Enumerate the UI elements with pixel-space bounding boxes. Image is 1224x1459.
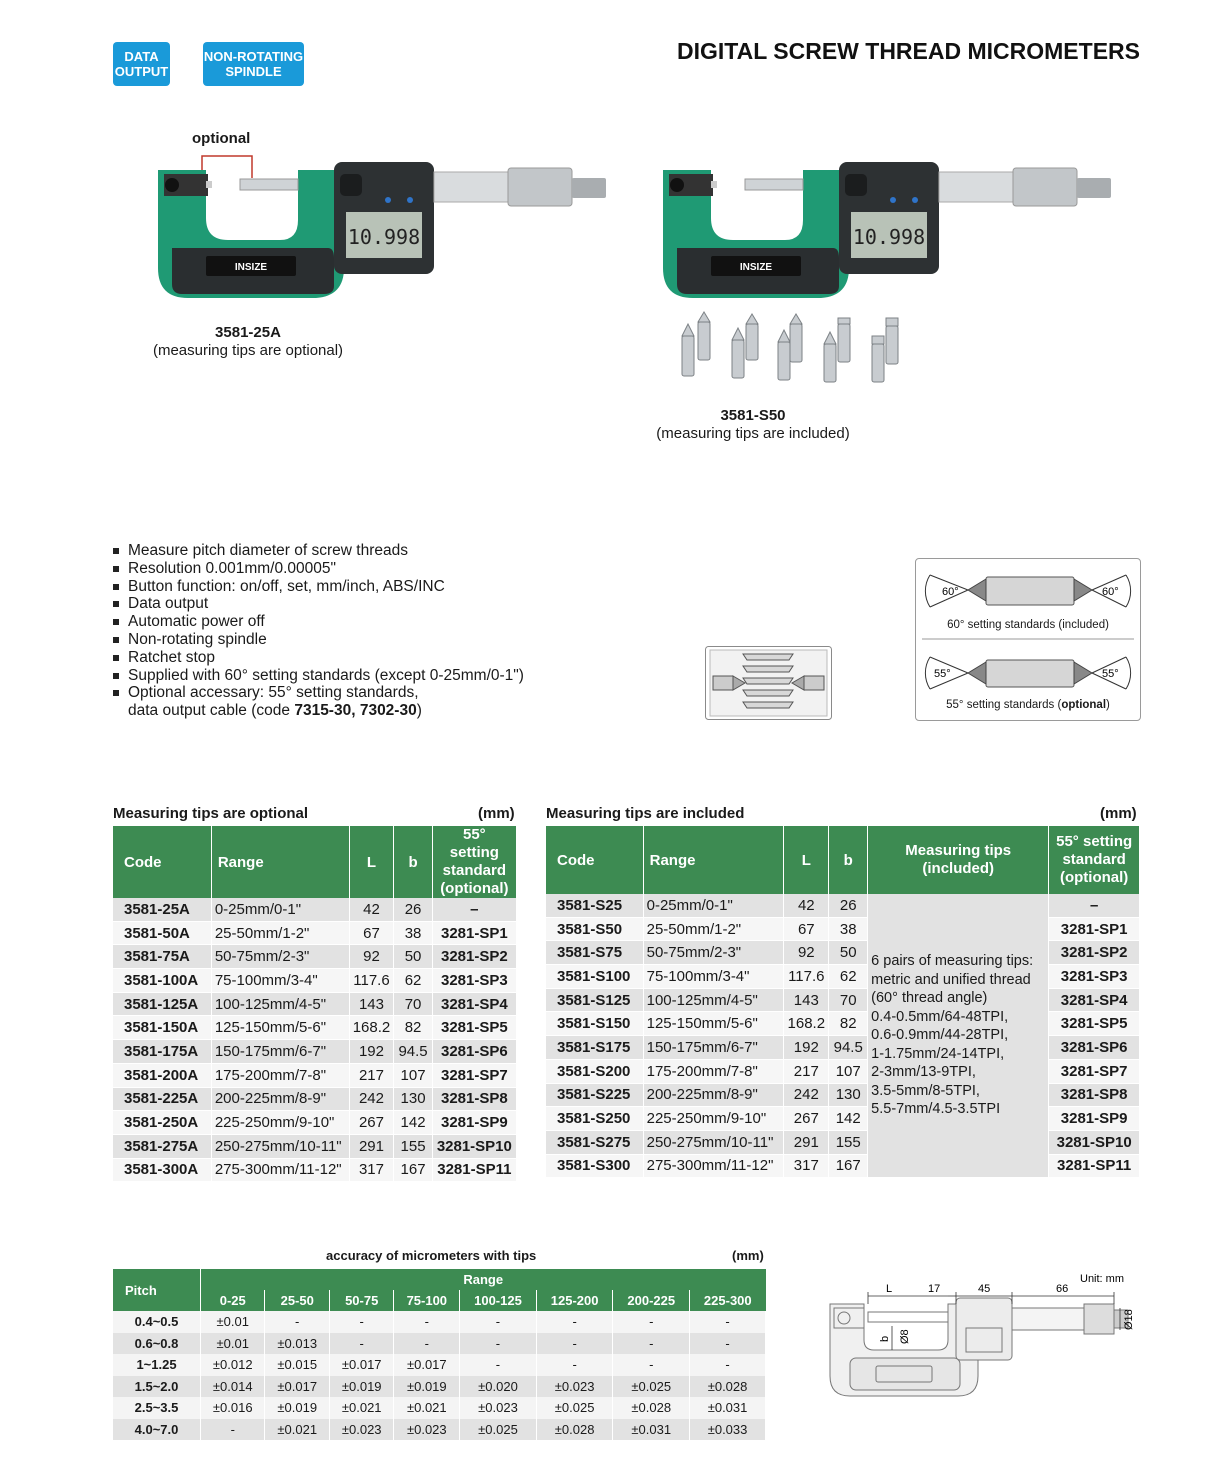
cell-code: 3581-125A <box>113 992 211 1016</box>
lcd-reading-left: 10.998 <box>347 225 421 249</box>
cell-range: 225-250mm/9-10" <box>643 1107 784 1131</box>
cell-accuracy: - <box>265 1311 329 1333</box>
cell-b: 155 <box>394 1134 432 1158</box>
cell-55-standard: 3281-SP5 <box>1049 1012 1139 1036</box>
cell-b: 107 <box>829 1059 868 1083</box>
cell-accuracy: ±0.031 <box>690 1397 766 1419</box>
cell-accuracy: - <box>690 1354 766 1376</box>
feature-item: Button function: on/off, set, mm/inch, ABS/INC <box>112 578 524 596</box>
table-optional-unit: (mm) <box>478 805 515 822</box>
cell-accuracy: ±0.020 <box>460 1376 537 1398</box>
cell-accuracy: ±0.012 <box>201 1354 265 1376</box>
dim-66: 66 <box>1056 1283 1069 1295</box>
table-tips-included <box>546 826 1139 1178</box>
cell-l: 192 <box>784 1036 829 1060</box>
col-code: Code <box>546 826 643 894</box>
cell-accuracy: ±0.031 <box>613 1419 690 1441</box>
tips-line: 3.5-5mm/8-5TPI, <box>871 1082 980 1099</box>
feature-item: Resolution 0.001mm/0.00005" <box>112 560 524 578</box>
table-row <box>113 1333 766 1355</box>
cell-55-standard: 3281-SP6 <box>432 1040 516 1064</box>
col-range-value: 125-200 <box>536 1290 613 1311</box>
cell-l: 217 <box>349 1063 394 1087</box>
feature-item: Ratchet stop <box>112 649 524 667</box>
col-range: Range <box>643 826 784 894</box>
cell-pitch: 2.5~3.5 <box>113 1397 201 1419</box>
cell-l: 143 <box>349 992 394 1016</box>
dimension-drawing <box>820 1268 1140 1404</box>
cell-range: 150-175mm/6-7" <box>211 1040 349 1064</box>
tips-line: 6 pairs of measuring tips: <box>871 953 1034 970</box>
cell-55-standard: 3281-SP3 <box>432 969 516 993</box>
product-caption-right: 3581-S50 (measuring tips are included) <box>656 407 850 442</box>
cell-range: 275-300mm/11-12" <box>643 1154 784 1178</box>
col-l: L <box>784 826 829 894</box>
dim-dia8: Ø8 <box>899 1329 911 1344</box>
cell-l: 168.2 <box>784 1012 829 1036</box>
setting-standards-box <box>915 558 1141 721</box>
cell-55-standard: 3281-SP7 <box>432 1063 516 1087</box>
cell-l: 291 <box>349 1134 394 1158</box>
cell-b: 26 <box>829 894 868 917</box>
table-row <box>113 945 516 969</box>
cell-55-standard: 3281-SP5 <box>432 1016 516 1040</box>
col-code: Code <box>113 826 211 898</box>
micrometer-image-right <box>648 148 1118 308</box>
cell-55-standard: 3281-SP10 <box>1049 1130 1139 1154</box>
cell-range: 0-25mm/0-1" <box>211 898 349 921</box>
cell-l: 267 <box>784 1107 829 1131</box>
cell-b: 107 <box>394 1063 432 1087</box>
cell-l: 92 <box>784 941 829 965</box>
caption-60-standard: 60° setting standards (included) <box>947 619 1109 631</box>
cell-55-standard: 3281-SP8 <box>1049 1083 1139 1107</box>
cell-accuracy: ±0.017 <box>394 1354 460 1376</box>
dim-l: L <box>886 1283 893 1295</box>
cell-code: 3581-S50 <box>546 917 643 941</box>
tips-line: 5.5-7mm/4.5-3.5TPI <box>871 1101 1001 1118</box>
cell-range: 200-225mm/8-9" <box>643 1083 784 1107</box>
cell-code: 3581-S150 <box>546 1012 643 1036</box>
cell-55-standard: 3281-SP3 <box>1049 965 1139 989</box>
cell-code: 3581-275A <box>113 1134 211 1158</box>
product-caption-left: 3581-25A (measuring tips are optional) <box>152 324 344 359</box>
cell-range: 200-225mm/8-9" <box>211 1087 349 1111</box>
cell-code: 3581-S100 <box>546 965 643 989</box>
cell-b: 142 <box>394 1111 432 1135</box>
cell-55-standard: 3281-SP1 <box>432 921 516 945</box>
cell-l: 117.6 <box>784 965 829 989</box>
table-tips-optional <box>113 826 516 1182</box>
cell-l: 242 <box>784 1083 829 1107</box>
feature-list <box>112 542 524 720</box>
cell-55-standard: 3281-SP10 <box>432 1134 516 1158</box>
table-row <box>113 1134 516 1158</box>
cell-55-standard: 3281-SP11 <box>1049 1154 1139 1178</box>
cell-accuracy: ±0.015 <box>265 1354 329 1376</box>
cell-b: 130 <box>829 1083 868 1107</box>
brand-logo-right: INSIZE <box>739 262 773 273</box>
cell-b: 62 <box>829 965 868 989</box>
feature-item: Optional accessary: 55° setting standards, data output cable (code 7315-30, 7302-30) <box>112 684 524 720</box>
cell-accuracy: ±0.025 <box>460 1419 537 1441</box>
cell-accuracy: - <box>394 1311 460 1333</box>
cell-code: 3581-250A <box>113 1111 211 1135</box>
table-row <box>113 992 516 1016</box>
cell-55-standard: 3281-SP2 <box>1049 941 1139 965</box>
cell-accuracy: ±0.021 <box>265 1419 329 1441</box>
table-row <box>113 969 516 993</box>
cell-code: 3581-S175 <box>546 1036 643 1060</box>
cell-b: 26 <box>394 898 432 921</box>
cell-b: 155 <box>829 1130 868 1154</box>
table-row <box>546 1059 1139 1083</box>
cell-accuracy: - <box>613 1354 690 1376</box>
col-range-value: 50-75 <box>329 1290 393 1311</box>
cell-range: 175-200mm/7-8" <box>643 1059 784 1083</box>
cell-code: 3581-S300 <box>546 1154 643 1178</box>
col-range-value: 0-25 <box>201 1290 265 1311</box>
table-row <box>546 1083 1139 1107</box>
table-row <box>546 894 1139 917</box>
table-optional-title: Measuring tips are optional <box>113 805 309 822</box>
feature-item: Automatic power off <box>112 613 524 631</box>
non-rotating-spindle-badge: NON-ROTATING SPINDLE <box>203 42 304 86</box>
table-row <box>113 1376 766 1398</box>
col-l: L <box>349 826 394 898</box>
cell-measuring-tips <box>868 894 1049 1178</box>
cell-l: 67 <box>349 921 394 945</box>
cell-55-standard: 3281-SP6 <box>1049 1036 1139 1060</box>
tips-line: 0.4-0.5mm/64-48TPI, <box>871 1008 1009 1025</box>
dim-17: 17 <box>928 1283 941 1295</box>
cell-accuracy: ±0.017 <box>265 1376 329 1398</box>
cell-accuracy: ±0.01 <box>201 1311 265 1333</box>
cell-pitch: 1.5~2.0 <box>113 1376 201 1398</box>
cell-code: 3581-175A <box>113 1040 211 1064</box>
tips-line: 2-3mm/13-9TPI, <box>871 1064 976 1081</box>
cell-accuracy: - <box>460 1311 537 1333</box>
cell-code: 3581-S75 <box>546 941 643 965</box>
col-range-value: 225-300 <box>690 1290 766 1311</box>
cell-55-standard: 3281-SP9 <box>1049 1107 1139 1131</box>
table-row <box>113 1354 766 1376</box>
cell-code: 3581-100A <box>113 969 211 993</box>
cell-accuracy: ±0.023 <box>329 1419 393 1441</box>
cell-range: 125-150mm/5-6" <box>643 1012 784 1036</box>
table-row <box>546 965 1139 989</box>
cell-code: 3581-200A <box>113 1063 211 1087</box>
cell-accuracy: ±0.023 <box>460 1397 537 1419</box>
cell-accuracy: ±0.01 <box>201 1333 265 1355</box>
table-row <box>113 1419 766 1441</box>
cell-accuracy: ±0.033 <box>690 1419 766 1441</box>
cell-range: 250-275mm/10-11" <box>643 1130 784 1154</box>
cell-code: 3581-25A <box>113 898 211 921</box>
accuracy-table <box>113 1269 766 1440</box>
col-55-standard: 55° setting standard (optional) <box>432 826 516 898</box>
cell-range: 75-100mm/3-4" <box>643 965 784 989</box>
cell-range: 125-150mm/5-6" <box>211 1016 349 1040</box>
brand-logo-left: INSIZE <box>234 262 268 273</box>
cell-accuracy: - <box>536 1333 613 1355</box>
table-row <box>546 1154 1139 1178</box>
cell-accuracy: - <box>460 1333 537 1355</box>
cell-range: 250-275mm/10-11" <box>211 1134 349 1158</box>
cell-accuracy: - <box>690 1311 766 1333</box>
tips-line: 0.6-0.9mm/44-28TPI, <box>871 1027 1009 1044</box>
col-range-value: 75-100 <box>394 1290 460 1311</box>
feature-item: Non-rotating spindle <box>112 631 524 649</box>
cell-range: 25-50mm/1-2" <box>211 921 349 945</box>
thread-measurement-illustration <box>705 646 832 720</box>
table-row <box>113 1040 516 1064</box>
cell-b: 38 <box>394 921 432 945</box>
cell-accuracy: ±0.014 <box>201 1376 265 1398</box>
cell-accuracy: - <box>536 1354 613 1376</box>
cell-b: 167 <box>394 1158 432 1182</box>
col-range-value: 200-225 <box>613 1290 690 1311</box>
cell-b: 50 <box>829 941 868 965</box>
table-row <box>546 1012 1139 1036</box>
table-row <box>113 1063 516 1087</box>
cell-accuracy: ±0.028 <box>613 1397 690 1419</box>
cell-code: 3581-50A <box>113 921 211 945</box>
cell-pitch: 4.0~7.0 <box>113 1419 201 1441</box>
cell-l: 92 <box>349 945 394 969</box>
angle-55-left: 55° <box>934 668 951 680</box>
col-measuring-tips: Measuring tips (included) <box>868 826 1049 894</box>
dim-b: b <box>879 1335 891 1342</box>
cell-accuracy: ±0.028 <box>690 1376 766 1398</box>
cell-code: 3581-S225 <box>546 1083 643 1107</box>
cell-l: 317 <box>349 1158 394 1182</box>
cell-range: 275-300mm/11-12" <box>211 1158 349 1182</box>
cell-accuracy: - <box>460 1354 537 1376</box>
cell-l: 67 <box>784 917 829 941</box>
cell-accuracy: ±0.021 <box>329 1397 393 1419</box>
table-row <box>546 941 1139 965</box>
cell-b: 62 <box>394 969 432 993</box>
cell-accuracy: ±0.025 <box>536 1397 613 1419</box>
cell-accuracy: ±0.016 <box>201 1397 265 1419</box>
cell-accuracy: - <box>329 1311 393 1333</box>
table-row <box>546 917 1139 941</box>
table-row <box>546 1130 1139 1154</box>
table-row <box>546 988 1139 1012</box>
cell-range: 100-125mm/4-5" <box>643 988 784 1012</box>
dim-dia18: Ø18 <box>1123 1309 1135 1330</box>
table-included-title: Measuring tips are included <box>546 805 745 822</box>
cell-55-standard: 3281-SP4 <box>432 992 516 1016</box>
col-55-standard: 55° setting standard (optional) <box>1049 826 1139 894</box>
caption-55-standard: 55° setting standards (optional) <box>946 699 1110 711</box>
table-row <box>113 1397 766 1419</box>
cell-code: 3581-75A <box>113 945 211 969</box>
cell-accuracy: ±0.019 <box>329 1376 393 1398</box>
tips-line: 1-1.75mm/24-14TPI, <box>871 1045 1005 1062</box>
page-title: DIGITAL SCREW THREAD MICROMETERS <box>677 38 1140 64</box>
cell-l: 117.6 <box>349 969 394 993</box>
cell-accuracy: ±0.028 <box>536 1419 613 1441</box>
cell-range: 150-175mm/6-7" <box>643 1036 784 1060</box>
cell-l: 242 <box>349 1087 394 1111</box>
cell-code: 3581-300A <box>113 1158 211 1182</box>
col-range-value: 25-50 <box>265 1290 329 1311</box>
cell-l: 168.2 <box>349 1016 394 1040</box>
cell-l: 42 <box>784 894 829 917</box>
col-b: b <box>829 826 868 894</box>
table-row <box>113 898 516 921</box>
cell-55-standard: 3281-SP9 <box>432 1111 516 1135</box>
cell-accuracy: - <box>613 1311 690 1333</box>
cell-b: 50 <box>394 945 432 969</box>
table-row <box>113 1087 516 1111</box>
measuring-tips-image <box>676 310 906 390</box>
cell-b: 94.5 <box>829 1036 868 1060</box>
accuracy-unit: (mm) <box>732 1248 764 1263</box>
cell-pitch: 0.4~0.5 <box>113 1311 201 1333</box>
table-row <box>113 1158 516 1182</box>
cell-accuracy: ±0.017 <box>329 1354 393 1376</box>
cell-code: 3581-150A <box>113 1016 211 1040</box>
optional-label: optional <box>192 130 251 147</box>
cell-code: 3581-S125 <box>546 988 643 1012</box>
table-row <box>546 1107 1139 1131</box>
cell-code: 3581-S200 <box>546 1059 643 1083</box>
cell-pitch: 0.6~0.8 <box>113 1333 201 1355</box>
cell-55-standard: 3281-SP7 <box>1049 1059 1139 1083</box>
col-range-group: Range <box>201 1269 766 1290</box>
table-row <box>113 1111 516 1135</box>
feature-item: Data output <box>112 595 524 613</box>
cell-accuracy: - <box>613 1333 690 1355</box>
cell-range: 50-75mm/2-3" <box>211 945 349 969</box>
data-output-badge: DATA OUTPUT <box>113 42 170 86</box>
table-row <box>113 1311 766 1333</box>
table-included-unit: (mm) <box>1100 805 1137 822</box>
cell-55-standard: – <box>1049 894 1139 917</box>
cell-accuracy: - <box>329 1333 393 1355</box>
cell-accuracy: - <box>690 1333 766 1355</box>
cell-code: 3581-225A <box>113 1087 211 1111</box>
tips-line: (60° thread angle) <box>871 990 988 1007</box>
setting-standards-drawing <box>916 559 1140 720</box>
cell-accuracy: - <box>394 1333 460 1355</box>
cell-accuracy: ±0.023 <box>394 1419 460 1441</box>
cell-b: 38 <box>829 917 868 941</box>
dim-45: 45 <box>978 1283 991 1295</box>
cell-accuracy: - <box>201 1419 265 1441</box>
cell-55-standard: 3281-SP11 <box>432 1158 516 1182</box>
cell-b: 82 <box>394 1016 432 1040</box>
tips-line: metric and unified thread <box>871 971 1031 988</box>
table-row <box>113 921 516 945</box>
cell-accuracy: ±0.025 <box>613 1376 690 1398</box>
cell-l: 143 <box>784 988 829 1012</box>
col-range-value: 100-125 <box>460 1290 537 1311</box>
cell-b: 142 <box>829 1107 868 1131</box>
cell-l: 192 <box>349 1040 394 1064</box>
cell-accuracy: ±0.019 <box>394 1376 460 1398</box>
cell-range: 100-125mm/4-5" <box>211 992 349 1016</box>
cell-accuracy: ±0.023 <box>536 1376 613 1398</box>
cell-range: 0-25mm/0-1" <box>643 894 784 917</box>
drawing-unit-label: Unit: mm <box>1080 1273 1124 1285</box>
cell-b: 82 <box>829 1012 868 1036</box>
cell-55-standard: 3281-SP4 <box>1049 988 1139 1012</box>
cell-range: 50-75mm/2-3" <box>643 941 784 965</box>
cell-code: 3581-S250 <box>546 1107 643 1131</box>
col-range: Range <box>211 826 349 898</box>
cell-accuracy: ±0.021 <box>394 1397 460 1419</box>
cell-pitch: 1~1.25 <box>113 1354 201 1376</box>
cell-l: 217 <box>784 1059 829 1083</box>
cell-b: 167 <box>829 1154 868 1178</box>
micrometer-image-left <box>148 148 608 308</box>
lcd-reading-right: 10.998 <box>852 225 926 249</box>
cell-range: 225-250mm/9-10" <box>211 1111 349 1135</box>
table-row <box>546 1036 1139 1060</box>
cell-55-standard: 3281-SP1 <box>1049 917 1139 941</box>
cell-55-standard: 3281-SP8 <box>432 1087 516 1111</box>
cell-range: 175-200mm/7-8" <box>211 1063 349 1087</box>
table-row <box>113 1016 516 1040</box>
cell-b: 94.5 <box>394 1040 432 1064</box>
cell-b: 70 <box>829 988 868 1012</box>
cell-b: 130 <box>394 1087 432 1111</box>
angle-55-right: 55° <box>1102 668 1119 680</box>
angle-60-right: 60° <box>1102 586 1119 598</box>
feature-item: Supplied with 60° setting standards (except 0-25mm/0-1") <box>112 667 524 685</box>
col-b: b <box>394 826 432 898</box>
cell-l: 317 <box>784 1154 829 1178</box>
col-pitch: Pitch <box>113 1269 201 1311</box>
cell-code: 3581-S25 <box>546 894 643 917</box>
cell-code: 3581-S275 <box>546 1130 643 1154</box>
cell-range: 75-100mm/3-4" <box>211 969 349 993</box>
cell-l: 42 <box>349 898 394 921</box>
cell-55-standard: 3281-SP2 <box>432 945 516 969</box>
cell-b: 70 <box>394 992 432 1016</box>
cell-accuracy: ±0.019 <box>265 1397 329 1419</box>
feature-item: Measure pitch diameter of screw threads <box>112 542 524 560</box>
cell-55-standard: – <box>432 898 516 921</box>
cell-accuracy: ±0.013 <box>265 1333 329 1355</box>
cell-accuracy: - <box>536 1311 613 1333</box>
accuracy-title: accuracy of micrometers with tips <box>326 1248 537 1263</box>
cell-l: 291 <box>784 1130 829 1154</box>
angle-60-left: 60° <box>942 586 959 598</box>
cell-range: 25-50mm/1-2" <box>643 917 784 941</box>
cell-l: 267 <box>349 1111 394 1135</box>
